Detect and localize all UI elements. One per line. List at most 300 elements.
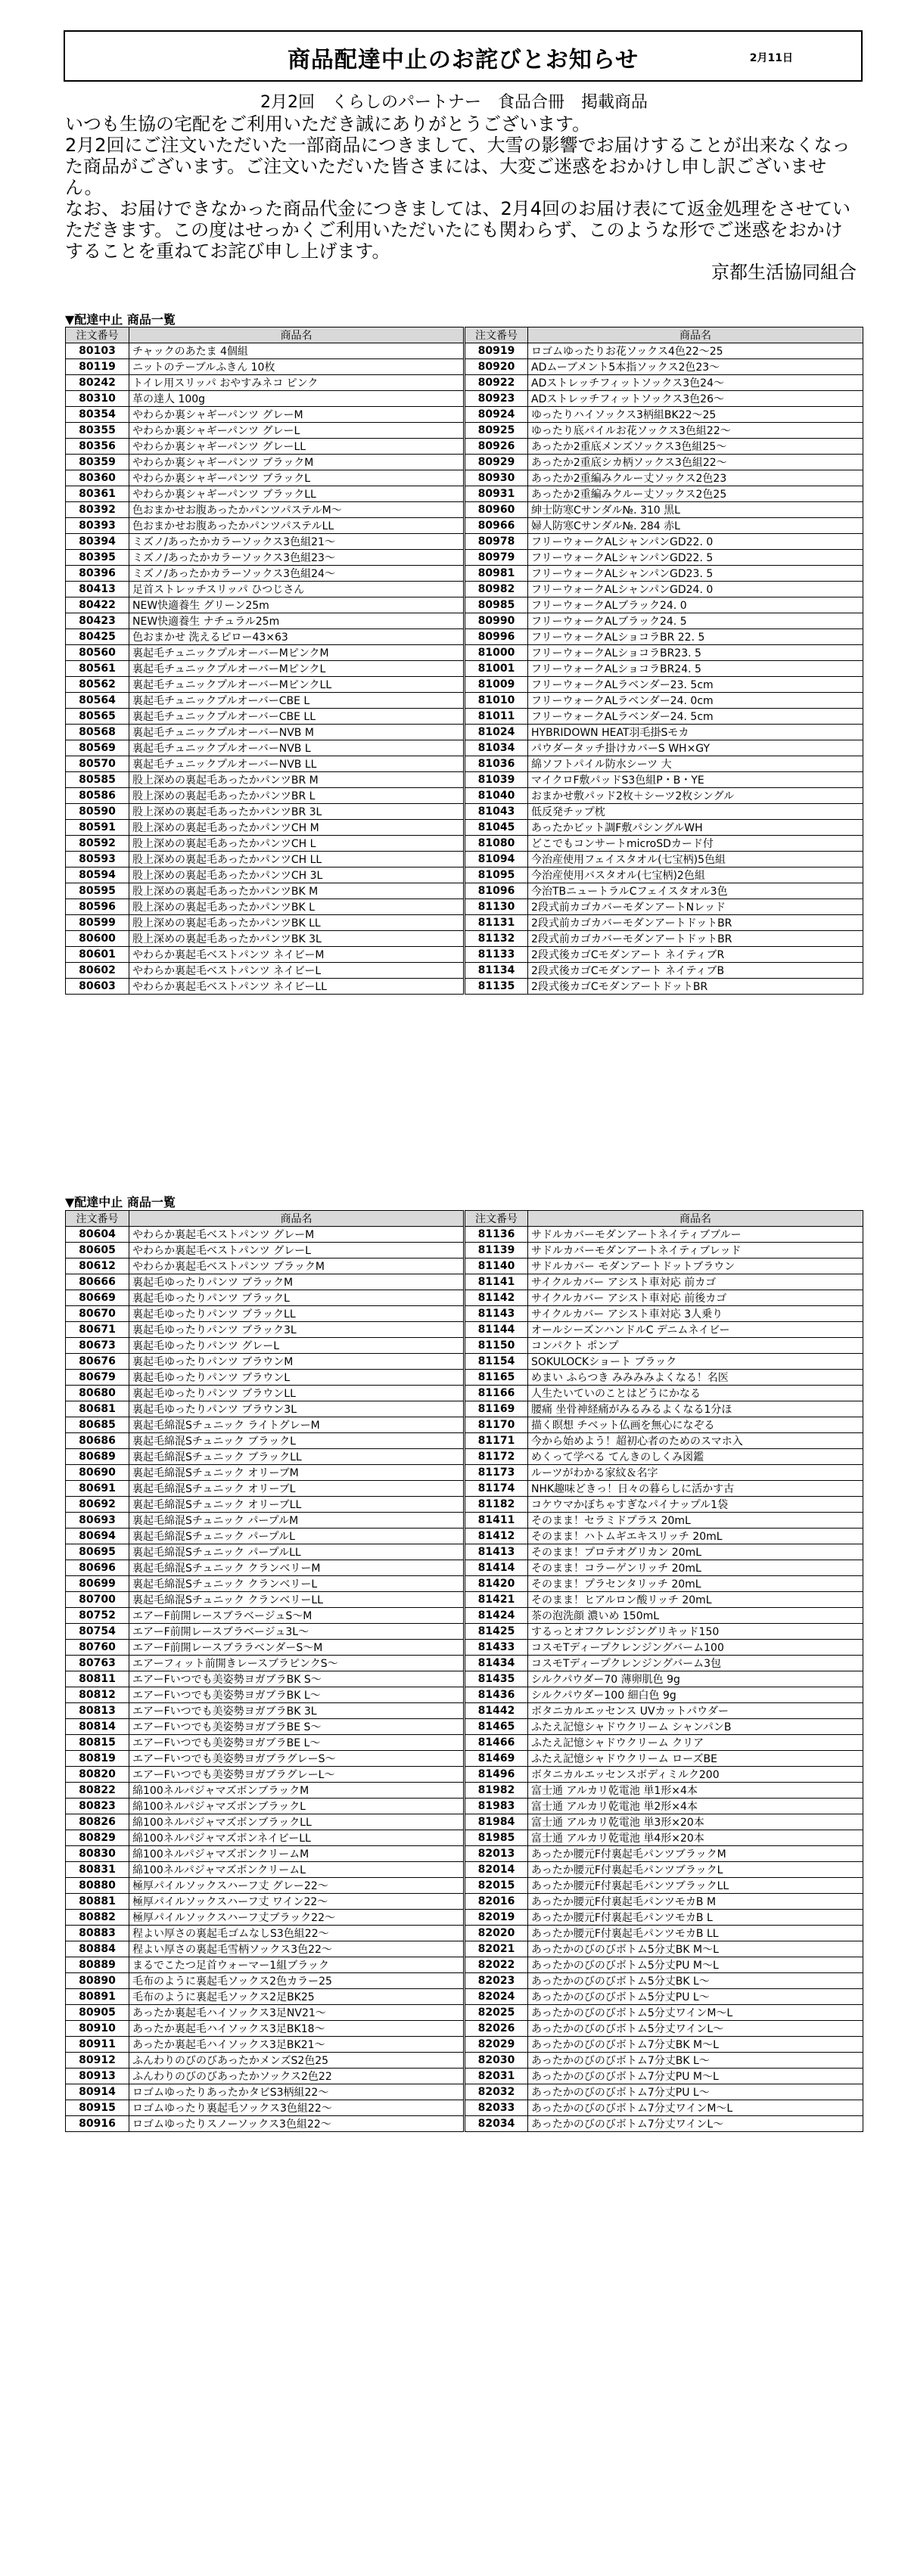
product-name-cell: フリーウォークALシャンパンGD24. 0 (528, 582, 863, 597)
table-row (66, 1719, 863, 1735)
order-number-cell: 80590 (66, 804, 129, 820)
product-name-cell: 裏起毛綿混Sチュニック パープルL (129, 1529, 465, 1544)
product-name-cell: あったか2重底メンズソックス3色組25～ (528, 439, 863, 455)
table-row (66, 963, 863, 979)
table-row (66, 550, 863, 566)
order-number-cell: 82022 (465, 1957, 528, 1973)
table-row (66, 1401, 863, 1417)
cancelled-items-table-1 (65, 327, 863, 995)
order-number-cell: 82032 (465, 2084, 528, 2100)
order-number-cell: 82034 (465, 2116, 528, 2132)
table-row (66, 1370, 863, 1386)
order-number-cell: 80394 (66, 534, 129, 550)
cancelled-items-table-2 (65, 1210, 863, 2132)
table-row (66, 820, 863, 836)
order-number-cell: 80676 (66, 1354, 129, 1370)
product-name-cell: ADストレッチフィットソックス3色26～ (528, 391, 863, 407)
header-order-number: 注文番号 (66, 1211, 129, 1227)
order-number-cell: 80819 (66, 1751, 129, 1767)
order-number-cell: 81424 (465, 1608, 528, 1624)
product-name-cell: ADストレッチフィットソックス3色24～ (528, 375, 863, 391)
product-name-cell: あったかのびのびボトム5分丈ワインL～ (528, 2021, 863, 2037)
product-name-cell: あったか2重編みクルー丈ソックス2色23 (528, 470, 863, 486)
order-number-cell: 81131 (465, 915, 528, 931)
order-number-cell: 80966 (465, 518, 528, 534)
order-number-cell: 81984 (465, 1814, 528, 1830)
product-name-cell: 腰痛 坐骨神経痛がみるみるよくなる1分ほ (528, 1401, 863, 1417)
product-name-cell: めくって学べる てんきのしくみ図鑑 (528, 1449, 863, 1465)
order-number-cell: 80815 (66, 1735, 129, 1751)
product-name-cell: あったか2重底シカ柄ソックス3色組22～ (528, 455, 863, 470)
product-name-cell: 股上深めの裏起毛あったかパンツCH L (129, 836, 465, 852)
product-name-cell: あったかのびのびボトム5分丈BK M～L (528, 1941, 863, 1957)
product-name-cell: 裏起毛ゆったりパンツ ブラウンLL (129, 1386, 465, 1401)
order-number-cell: 80811 (66, 1671, 129, 1687)
order-number-cell: 80592 (66, 836, 129, 852)
product-name-cell: 綿100ネルパジャマズボンクリームL (129, 1862, 465, 1878)
table-row (66, 1560, 863, 1576)
product-name-cell: 茶の泡洗顔 濃いめ 150mL (528, 1608, 863, 1624)
order-number-cell: 80242 (66, 375, 129, 391)
signature: 京都生活協同組合 (711, 262, 857, 283)
product-name-cell: ゆったりハイソックス3柄組BK22～25 (528, 407, 863, 423)
product-name-cell: 低反発チップ枕 (528, 804, 863, 820)
product-name-cell: 綿100ネルパジャマズボンクリームM (129, 1846, 465, 1862)
product-name-cell: ミズノ/あったかカラーソックス3色組24～ (129, 566, 465, 582)
table-row (66, 1957, 863, 1973)
order-number-cell: 81421 (465, 1592, 528, 1608)
order-number-cell: 80930 (465, 470, 528, 486)
order-number-cell: 80422 (66, 597, 129, 613)
table-header-row (66, 327, 863, 343)
table-body (66, 1227, 863, 2132)
product-name-cell: エアーFいつでも美姿勢ヨガブラグレーL～ (129, 1767, 465, 1783)
order-number-cell: 80814 (66, 1719, 129, 1735)
product-name-cell: 股上深めの裏起毛あったかパンツCH 3L (129, 867, 465, 883)
table-row (66, 1814, 863, 1830)
product-name-cell: やわらか裏シャギーパンツ グレーM (129, 407, 465, 423)
order-number-cell: 80599 (66, 915, 129, 931)
order-number-cell: 80595 (66, 883, 129, 899)
table-row (66, 1624, 863, 1640)
table-row (66, 1513, 863, 1529)
table-row (66, 931, 863, 947)
order-number-cell: 81034 (465, 740, 528, 756)
product-name-cell: 裏起毛チュニックプルオーバーNVB L (129, 740, 465, 756)
order-number-cell: 81132 (465, 931, 528, 947)
order-number-cell: 81133 (465, 947, 528, 963)
product-name-cell: 裏起毛綿混Sチュニック オリーブM (129, 1465, 465, 1481)
product-name-cell: 今治TBニュートラルCフェイスタオル3色 (528, 883, 863, 899)
order-number-cell: 81982 (465, 1783, 528, 1799)
order-number-cell: 80119 (66, 359, 129, 375)
order-number-cell: 81154 (465, 1354, 528, 1370)
order-number-cell: 80612 (66, 1259, 129, 1274)
order-number-cell: 80360 (66, 470, 129, 486)
order-number-cell: 80924 (465, 407, 528, 423)
table-row (66, 502, 863, 518)
order-number-cell: 80570 (66, 756, 129, 772)
order-number-cell: 81434 (465, 1656, 528, 1671)
product-name-cell: やわらか裏シャギーパンツ ブラックL (129, 470, 465, 486)
title-box (64, 30, 863, 82)
order-number-cell: 81080 (465, 836, 528, 852)
order-number-cell: 80978 (465, 534, 528, 550)
table-row (66, 486, 863, 502)
product-name-cell: エアーFいつでも美姿勢ヨガブラBE S～ (129, 1719, 465, 1735)
product-name-cell: 裏起毛綿混Sチュニック オリーブL (129, 1481, 465, 1497)
table-row (66, 629, 863, 645)
table-row (66, 1640, 863, 1656)
table-row (66, 1910, 863, 1926)
order-number-cell: 81144 (465, 1322, 528, 1338)
product-name-cell: 股上深めの裏起毛あったかパンツCH M (129, 820, 465, 836)
product-name-cell: トイレ用スリッパ おやすみネコ ピンク (129, 375, 465, 391)
order-number-cell: 80673 (66, 1338, 129, 1354)
order-number-cell: 80601 (66, 947, 129, 963)
table-row (66, 1544, 863, 1560)
product-name-cell: エアーFいつでも美姿勢ヨガブラBE L～ (129, 1735, 465, 1751)
product-name-cell: あったか腰元F付裏起毛パンツモカB M (528, 1894, 863, 1910)
table-row (66, 1878, 863, 1894)
order-number-cell: 80564 (66, 693, 129, 709)
product-name-cell: フリーウォークALシャンパンGD23. 5 (528, 566, 863, 582)
product-name-cell: フリーウォークALショコラBR24. 5 (528, 661, 863, 677)
product-name-cell: 色おまかせお腹あったかパンツパステルM～ (129, 502, 465, 518)
order-number-cell: 80760 (66, 1640, 129, 1656)
product-name-cell: ボタニカルエッセンスボディミルク200 (528, 1767, 863, 1783)
table-row (66, 1862, 863, 1878)
table-row (66, 1433, 863, 1449)
table-row (66, 725, 863, 740)
order-number-cell: 80913 (66, 2069, 129, 2084)
order-number-cell: 80603 (66, 979, 129, 995)
order-number-cell: 80671 (66, 1322, 129, 1338)
order-number-cell: 80666 (66, 1274, 129, 1290)
product-name-cell: エアーF前開レースブラベージュS～M (129, 1608, 465, 1624)
product-name-cell: ミズノ/あったかカラーソックス3色組23～ (129, 550, 465, 566)
order-number-cell: 80920 (465, 359, 528, 375)
product-name-cell: どこでもコンサートmicroSDカード付 (528, 836, 863, 852)
order-number-cell: 80910 (66, 2021, 129, 2037)
order-number-cell: 80926 (465, 439, 528, 455)
order-number-cell: 80562 (66, 677, 129, 693)
order-number-cell: 81169 (465, 1401, 528, 1417)
order-number-cell: 80355 (66, 423, 129, 439)
order-number-cell: 81139 (465, 1243, 528, 1259)
order-number-cell: 80699 (66, 1576, 129, 1592)
order-number-cell: 80820 (66, 1767, 129, 1783)
product-name-cell: あったか腰元F付裏起毛パンツモカB L (528, 1910, 863, 1926)
order-number-cell: 80829 (66, 1830, 129, 1846)
product-name-cell: エアーF前開レースブララベンダーS～M (129, 1640, 465, 1656)
order-number-cell: 80565 (66, 709, 129, 725)
order-number-cell: 82021 (465, 1941, 528, 1957)
product-name-cell: やわらか裏シャギーパンツ ブラックLL (129, 486, 465, 502)
order-number-cell: 80891 (66, 1989, 129, 2005)
table-row (66, 1259, 863, 1274)
product-name-cell: やわらか裏起毛ベストパンツ ネイビーL (129, 963, 465, 979)
product-name-cell: 2段式後カゴCモダンアートドットBR (528, 979, 863, 995)
product-name-cell: そのまま！ヒアルロン酸リッチ 20mL (528, 1592, 863, 1608)
product-name-cell: ロゴムゆったりスノーソックス3色組22～ (129, 2116, 465, 2132)
order-number-cell: 80686 (66, 1433, 129, 1449)
order-number-cell: 80395 (66, 550, 129, 566)
order-number-cell: 80915 (66, 2100, 129, 2116)
table-row (66, 899, 863, 915)
product-name-cell: シルクパウダー70 薄卵肌色 9g (528, 1671, 863, 1687)
product-name-cell: フリーウォークALショコラBR 22. 5 (528, 629, 863, 645)
table-row (66, 518, 863, 534)
table-row (66, 1973, 863, 1989)
order-number-cell: 81043 (465, 804, 528, 820)
product-name-cell: 極厚パイルソックスハーフ丈ブラック22～ (129, 1910, 465, 1926)
table-row (66, 804, 863, 820)
table-row (66, 2100, 863, 2116)
product-name-cell: サイクルカバー アシスト車対応 前後カゴ (528, 1290, 863, 1306)
table-row (66, 2037, 863, 2053)
order-number-cell: 80560 (66, 645, 129, 661)
product-name-cell: フリーウォークALブラック24. 5 (528, 613, 863, 629)
product-name-cell: 裏起毛チュニックプルオーバーCBE LL (129, 709, 465, 725)
product-name-cell: 裏起毛ゆったりパンツ ブラウン3L (129, 1401, 465, 1417)
table-row (66, 407, 863, 423)
product-name-cell: やわらか裏起毛ベストパンツ ネイビーLL (129, 979, 465, 995)
table-row (66, 1338, 863, 1354)
product-name-cell: フリーウォークALブラック24. 0 (528, 597, 863, 613)
table-row (66, 2084, 863, 2100)
product-name-cell: エアーFいつでも美姿勢ヨガブラBK 3L (129, 1703, 465, 1719)
product-name-cell: 2段式前カゴカバーモダンアートNレッド (528, 899, 863, 915)
product-name-cell: フリーウォークALシャンパンGD22. 5 (528, 550, 863, 566)
product-name-cell: あったか腰元F付裏起毛パンツブラックLL (528, 1878, 863, 1894)
order-number-cell: 81140 (465, 1259, 528, 1274)
order-number-cell: 82013 (465, 1846, 528, 1862)
table-row (66, 1227, 863, 1243)
product-name-cell: 裏起毛綿混Sチュニック ブラックL (129, 1433, 465, 1449)
table-row (66, 661, 863, 677)
product-name-cell: 股上深めの裏起毛あったかパンツBK 3L (129, 931, 465, 947)
table-row (66, 1767, 863, 1783)
product-name-cell: オールシーズンハンドルC デニムネイビー (528, 1322, 863, 1338)
product-name-cell: 2段式前カゴカバーモダンアートドットBR (528, 931, 863, 947)
product-name-cell: 裏起毛綿混Sチュニック パープルM (129, 1513, 465, 1529)
order-number-cell: 81009 (465, 677, 528, 693)
table-row (66, 375, 863, 391)
table-row (66, 1687, 863, 1703)
product-name-cell: 裏起毛チュニックプルオーバーMピンクM (129, 645, 465, 661)
order-number-cell: 81435 (465, 1671, 528, 1687)
product-name-cell: 綿100ネルパジャマズボンブラックL (129, 1799, 465, 1814)
table-row (66, 979, 863, 995)
order-number-cell: 81182 (465, 1497, 528, 1513)
order-number-cell: 80979 (465, 550, 528, 566)
table-row (66, 423, 863, 439)
order-number-cell: 80392 (66, 502, 129, 518)
table-row (66, 1846, 863, 1862)
product-name-cell: シルクパウダー100 細白色 9g (528, 1687, 863, 1703)
order-number-cell: 80591 (66, 820, 129, 836)
table-row (66, 582, 863, 597)
order-number-cell: 81465 (465, 1719, 528, 1735)
product-name-cell: 極厚パイルソックスハーフ丈 ワイン22～ (129, 1894, 465, 1910)
order-number-cell: 80361 (66, 486, 129, 502)
order-number-cell: 80826 (66, 1814, 129, 1830)
table-row (66, 1592, 863, 1608)
order-number-cell: 80905 (66, 2005, 129, 2021)
table-row (66, 1497, 863, 1513)
product-name-cell: あったかのびのびボトム7分丈BK M～L (528, 2037, 863, 2053)
table-row (66, 1894, 863, 1910)
order-number-cell: 80931 (465, 486, 528, 502)
order-number-cell: 80912 (66, 2053, 129, 2069)
table-row (66, 1481, 863, 1497)
table-row (66, 2005, 863, 2021)
order-number-cell: 80692 (66, 1497, 129, 1513)
order-number-cell: 80960 (465, 502, 528, 518)
order-number-cell: 82029 (465, 2037, 528, 2053)
order-number-cell: 81134 (465, 963, 528, 979)
order-number-cell: 80103 (66, 343, 129, 359)
notice-date: 2月11日 (749, 52, 793, 64)
product-name-cell: エアーFいつでも美姿勢ヨガブラBK S～ (129, 1671, 465, 1687)
order-number-cell: 82031 (465, 2069, 528, 2084)
product-name-cell: 綿100ネルパジャマズボンネイビーLL (129, 1830, 465, 1846)
product-name-cell: あったかのびのびボトム5分丈PU L～ (528, 1989, 863, 2005)
product-name-cell: 今治産使用バスタオル(七宝柄)2色組 (528, 867, 863, 883)
order-number-cell: 81095 (465, 867, 528, 883)
product-name-cell: 程よい厚さの裏起毛ゴムなしS3色組22～ (129, 1926, 465, 1941)
product-name-cell: ADムーブメント5本指ソックス2色23～ (528, 359, 863, 375)
table-row (66, 534, 863, 550)
order-number-cell: 82030 (465, 2053, 528, 2069)
product-name-cell: 極厚パイルソックスハーフ丈 グレー22～ (129, 1878, 465, 1894)
product-name-cell: 今治産使用フェイスタオル(七宝柄)5色組 (528, 852, 863, 867)
table-row (66, 645, 863, 661)
table-row (66, 788, 863, 804)
product-name-cell: ふんわりのびのびあったかメンズS2色25 (129, 2053, 465, 2069)
table-body (66, 343, 863, 995)
header-product-name: 商品名 (129, 1211, 465, 1227)
table-row (66, 2021, 863, 2037)
product-name-cell: そのまま！セラミドプラス 20mL (528, 1513, 863, 1529)
product-name-cell: 革の達人 100g (129, 391, 465, 407)
table-row (66, 740, 863, 756)
order-number-cell: 80880 (66, 1878, 129, 1894)
product-name-cell: そのまま！ハトムギエキスリッチ 20mL (528, 1529, 863, 1544)
intro-paragraph-3: なお、お届けできなかった商品代金につきましては、2月4回のお届け表にて返金処理をさせていただきます。この度はせっかくご利用いただいたにも関わらず、このような形でご迷惑をおかけすることを重ねてお詫び申し上げます。 (65, 198, 851, 262)
product-name-cell: 描く瞑想 チベット仏画を無心になぞる (528, 1417, 863, 1433)
order-number-cell: 80568 (66, 725, 129, 740)
table-row (66, 343, 863, 359)
order-number-cell: 80831 (66, 1862, 129, 1878)
order-number-cell: 81096 (465, 883, 528, 899)
product-name-cell: 毛布のように裏起毛ソックス2足BK25 (129, 1989, 465, 2005)
table-row (66, 1671, 863, 1687)
order-number-cell: 81143 (465, 1306, 528, 1322)
order-number-cell: 80890 (66, 1973, 129, 1989)
product-name-cell: 股上深めの裏起毛あったかパンツBR L (129, 788, 465, 804)
order-number-cell: 80605 (66, 1243, 129, 1259)
product-name-cell: ボタニカルエッセンス UVカットパウダー (528, 1703, 863, 1719)
order-number-cell: 81024 (465, 725, 528, 740)
product-name-cell: サドルカバーモダンアートネイティブブルー (528, 1227, 863, 1243)
order-number-cell: 81165 (465, 1370, 528, 1386)
product-name-cell: 2段式後カゴCモダンアート ネイティブB (528, 963, 863, 979)
header-order-number: 注文番号 (465, 327, 528, 343)
product-name-cell: 裏起毛綿混Sチュニック ライトグレーM (129, 1417, 465, 1433)
table-row (66, 1941, 863, 1957)
product-name-cell: 色おまかせ 洗えるピロー43×63 (129, 629, 465, 645)
order-number-cell: 81045 (465, 820, 528, 836)
table-row (66, 1703, 863, 1719)
product-name-cell: ロゴムゆったりお花ソックス4色22～25 (528, 343, 863, 359)
table-row (66, 915, 863, 931)
order-number-cell: 81150 (465, 1338, 528, 1354)
product-name-cell: コケウマかぼちゃすぎなパイナップル1袋 (528, 1497, 863, 1513)
product-name-cell: やわらか裏起毛ベストパンツ グレーM (129, 1227, 465, 1243)
order-number-cell: 82026 (465, 2021, 528, 2037)
product-name-cell: やわらか裏シャギーパンツ ブラックM (129, 455, 465, 470)
product-name-cell: 股上深めの裏起毛あったかパンツBK L (129, 899, 465, 915)
order-number-cell: 81010 (465, 693, 528, 709)
order-number-cell: 80359 (66, 455, 129, 470)
order-number-cell: 80823 (66, 1799, 129, 1814)
order-number-cell: 81420 (465, 1576, 528, 1592)
product-name-cell: あったか裏起毛ハイソックス3足NV21～ (129, 2005, 465, 2021)
product-name-cell: ふたえ記憶シャドウクリーム シャンパンB (528, 1719, 863, 1735)
order-number-cell: 82025 (465, 2005, 528, 2021)
product-name-cell: おまかせ敷パッド2枚＋シーツ2枚シングル (528, 788, 863, 804)
product-name-cell: 足首ストレッチスリッパ ひつじさん (129, 582, 465, 597)
header-product-name: 商品名 (129, 327, 465, 343)
table-row (66, 852, 863, 867)
product-name-cell: SOKULOCKショート ブラック (528, 1354, 863, 1370)
product-name-cell: ルーツがわかる家紋＆名字 (528, 1465, 863, 1481)
table-row (66, 1735, 863, 1751)
table-header-row (66, 1211, 863, 1227)
product-name-cell: そのまま！プラセンタリッチ 20mL (528, 1576, 863, 1592)
order-number-cell: 80889 (66, 1957, 129, 1973)
table-row (66, 455, 863, 470)
product-name-cell: 裏起毛ゆったりパンツ グレーL (129, 1338, 465, 1354)
order-number-cell: 80593 (66, 852, 129, 867)
table-row (66, 1799, 863, 1814)
order-number-cell: 80310 (66, 391, 129, 407)
order-number-cell: 80752 (66, 1608, 129, 1624)
intro-paragraph-1: いつも生協の宅配をご利用いただき誠にありがとうございます。 (65, 113, 591, 135)
product-name-cell: 綿ソフトパイル防水シーツ 大 (528, 756, 863, 772)
order-number-cell: 80669 (66, 1290, 129, 1306)
order-number-cell: 82020 (465, 1926, 528, 1941)
product-name-cell: あったか2重編みクルー丈ソックス2色25 (528, 486, 863, 502)
product-name-cell: 裏起毛チュニックプルオーバーNVB M (129, 725, 465, 740)
product-name-cell: 色おまかせお腹あったかパンツパステルLL (129, 518, 465, 534)
order-number-cell: 80882 (66, 1910, 129, 1926)
product-name-cell: サドルカバーモダンアートネイティブレッド (528, 1243, 863, 1259)
product-name-cell: 綿100ネルパジャマズボンブラックM (129, 1783, 465, 1799)
order-number-cell: 80982 (465, 582, 528, 597)
order-number-cell: 81141 (465, 1274, 528, 1290)
product-name-cell: エアーF前開レースブラベージュ3L～ (129, 1624, 465, 1640)
order-number-cell: 80561 (66, 661, 129, 677)
order-number-cell: 80693 (66, 1513, 129, 1529)
product-name-cell: あったかビット調F敷パシングルWH (528, 820, 863, 836)
order-number-cell: 81174 (465, 1481, 528, 1497)
intro-paragraph-2: 2月2回にご注文いただいた一部商品につきまして、大雪の影響でお届けすることが出来なくなった商品がございます。ご注文いただいた皆さまには、大変ご迷惑をおかけし申し訳ございません。 (65, 135, 850, 198)
product-name-cell: フリーウォークALラベンダー24. 5cm (528, 709, 863, 725)
product-name-cell: エアーFいつでも美姿勢ヨガブラBK L～ (129, 1687, 465, 1703)
